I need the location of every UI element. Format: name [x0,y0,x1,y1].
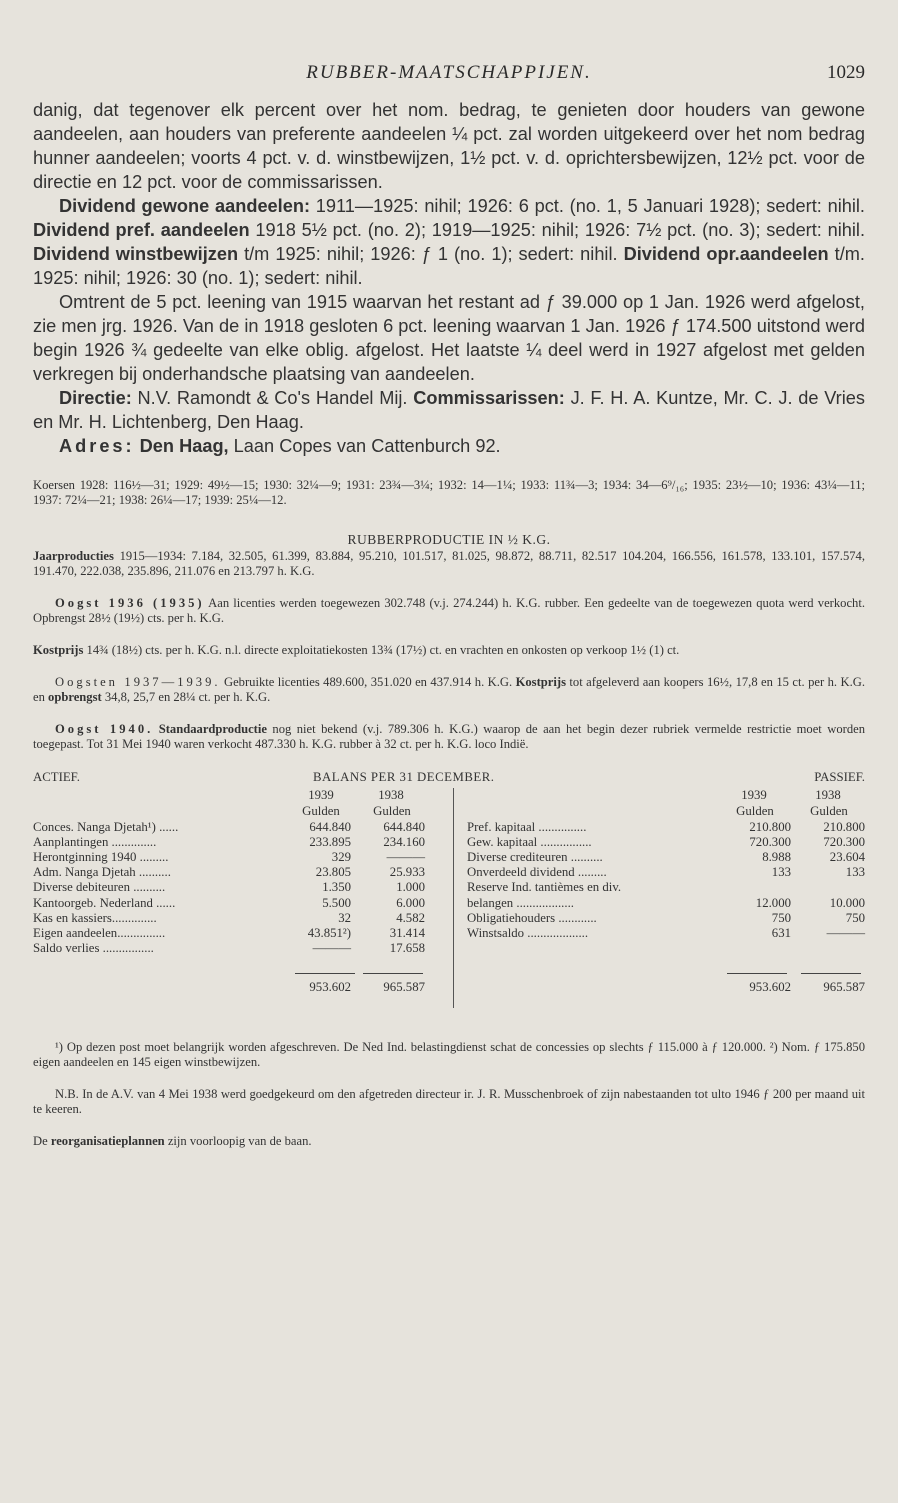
actief-row-value-1938: 234.160 [383,835,425,850]
actief-row-label: Diverse debiteuren .......... [33,880,166,895]
actief-row-label: Aanplantingen .............. [33,835,157,850]
passief-row-value-1938: ——— [826,925,865,940]
reorg-post: zijn voorloopig van de baan. [164,1134,312,1148]
actief-sum-line-1939 [295,973,355,974]
actief-year-1938: 1938 [378,788,404,802]
passief-row-value-1938: 23.604 [829,850,865,865]
productie-block [33,549,865,579]
actief-row-label: Kas en kassiers.............. [33,910,157,925]
directie-text: N.V. Ramondt & Co's Handel Mij. [131,388,414,408]
passief-row-value-1939: 631 [771,925,791,940]
actief-row-value-1939: 23.805 [315,865,351,880]
reorg-block [33,1134,865,1149]
koersen-text: Koersen 1928: 116½—31; 1929: 49½—15; 1930: 32¼—9; 1931: 23¾—3¼; 1932: 14—1¼; 1933: 11¾—3; 1934: 34—6⁹/₁₆; 1935: 23½—10; 1936: 43¼—11; 1937: 72¼—21; 1938: 26¼—17; 1939: 25¼—12. [33,478,865,507]
adres-city: Den Haag, [139,436,229,456]
passief-row-value-1938: 133 [845,865,865,880]
actief-row-label: Herontginning 1940 ......... [33,850,169,865]
oogsten-text-3: 34,8, 25,7 en 28¼ ct. per h. K.G. [101,690,271,704]
passief-year-1939: 1939 [741,788,767,802]
passief-row-value-1939: 750 [771,910,791,925]
oogsten-text-2: tot afgeleverd aan koopers 16½, 17,8 en 15 ct. per h. K.G. en [33,675,865,704]
passief-row [33,865,865,880]
reorg-label: reorganisatieplannen [50,1134,165,1148]
dividend-pref-label: Dividend pref. aandeelen [33,220,250,240]
actief-row-label: Kantoorgeb. Nederland ...... [33,895,176,910]
actief-year-1939: 1939 [308,788,334,802]
passief-row [33,926,865,941]
actief-row-label: Adm. Nanga Djetah .......... [33,865,171,880]
passief-row [33,820,865,835]
oogsten-label: Oogsten 1937—1939. [55,675,221,689]
page-header-title: RUBBER-MAATSCHAPPIJEN. [306,62,592,83]
dividend-opr-label: Dividend opr.aandeelen [623,244,829,264]
page [33,62,865,1149]
passief-year-1938: 1938 [815,788,841,802]
passief-row-label: Gew. kapitaal ................ [467,835,592,850]
actief-row-value-1938: 1.000 [396,880,425,895]
passief-row [33,880,865,895]
actief-row-value-1938: 6.000 [396,895,425,910]
oogst-1936-paragraph [33,596,865,626]
actief-row-value-1939: 32 [338,910,351,925]
paragraph-directie [33,386,865,434]
passief-label: PASSIEF. [814,770,865,784]
actief-unit-1938: Gulden [373,804,411,818]
running-head [33,62,865,98]
adres-street: Laan Copes van Cattenburch 92. [228,436,501,456]
page-number: 1029 [827,62,865,83]
actief-row-value-1938: 4.582 [396,910,425,925]
kostprijs-label: Kostprijs [33,643,84,657]
reorg-paragraph [33,1134,865,1149]
actief-row-label: Eigen aandeelen............... [33,925,166,940]
actief-row-value-1938: 644.840 [383,820,425,834]
passief-row-value-1939: 133 [771,865,791,880]
oogst-1940-block [33,722,865,752]
oogsten-opbrengst-label: opbrengst [48,690,102,704]
actief-row-value-1938: 17.658 [389,940,425,955]
passief-row-value-1939: 12.000 [755,895,791,910]
jaarproducties-label: Jaarproducties [33,549,114,563]
dividend-pref-text: 1918 5½ pct. (no. 2); 1919—1925: nihil; 1926: 7½ pct. (no. 3); sedert: nihil. [249,220,865,240]
passief-row-label: Pref. kapitaal ............... [467,820,587,834]
passief-sum-line-1938 [801,973,861,974]
passief-row-label: Onverdeeld dividend ......... [467,865,607,880]
actief-row-value-1938: 31.414 [389,925,425,940]
nb-text: N.B. In de A.V. van 4 Mei 1938 werd goedgekeurd om den afgetreden directeur ir. J. R. Musschenbroek of zijn nabestaanden tot ulto 1946 ƒ 200 per maand uit te keeren. [33,1087,865,1116]
oogst-1940-paragraph [33,722,865,752]
actief-row-label: Saldo verlies ................ [33,940,154,955]
kostprijs-paragraph [33,643,865,658]
dividend-winst-label: Dividend winstbewijzen [33,244,239,264]
jaarproducties [33,549,865,579]
jaarproducties-text: 1915—1934: 7.184, 32.505, 61.399, 83.884, 95.210, 101.517, 81.025, 98.872, 88.711, 82.517 104.204, 166.556, 161.578, 133.101, 157.574, 191.470, 222.038, 235.896, 211.076 en 213.797 h. K.G. [33,549,865,578]
actief-row-value-1939: 43.851²) [307,925,351,940]
actief-row-label: Conces. Nanga Djetah¹) ...... [33,820,179,834]
actief-sum-line-1938 [363,973,423,974]
balans-title: BALANS PER 31 DECEMBER. [313,770,495,784]
passief-row-label: Diverse crediteuren .......... [467,850,603,865]
commissarissen-text: J. F. H. A. Kuntze, Mr. C. J. de Vries en Mr. H. Lichtenberg, Den Haag. [33,388,865,432]
koersen-block [33,478,865,508]
dividend-winst-text: t/m 1925: nihil; 1926: ƒ 1 (no. 1); sedert: nihil. [238,244,624,264]
passief-row-value-1939: 210.800 [749,820,791,834]
reorg-pre: De [33,1134,51,1148]
dividend-gewone-label: Dividend gewone aandeelen: [59,196,311,216]
oogst-1936-text: Aan licenties werden toegewezen 302.748 (v.j. 274.244) h. K.G. rubber. Een gedeelte van de toegewezen quota werd verkocht. Opbrengst 28½ (19½) cts. per h. K.G. [33,596,865,625]
adres-label: Adres: [59,436,135,456]
oogsten-block [33,675,865,705]
productie-heading: RUBBERPRODUCTIE IN ½ K.G. [347,532,551,547]
actief-row-value-1938: ——— [386,850,425,865]
passief-row-label: belangen .................. [467,895,574,910]
passief-row-value-1939: 8.988 [762,850,791,865]
oogst-1936-block [33,596,865,626]
kostprijs-block [33,643,865,658]
passief-row-label: Reserve Ind. tantièmes en div. [467,880,622,895]
actief-unit-1939: Gulden [302,804,340,818]
actief-row-value-1939: 233.895 [309,835,351,850]
passief-unit-1938: Gulden [810,804,848,818]
oogsten-text-1: Gebruikte licenties 489.600, 351.020 en 437.914 h. K.G. [220,675,516,689]
passief-row-value-1938: 750 [845,910,865,925]
passief-row [33,850,865,865]
nb-block [33,1087,865,1117]
actief-total-1939: 953.602 [309,980,351,994]
actief-row-value-1939: 1.350 [322,880,351,895]
paragraph-adres [33,434,865,458]
passief-row-label: Obligatiehouders ............ [467,910,597,925]
passief-row-value-1938: 720.300 [823,835,865,850]
footnotes [33,1040,865,1070]
dividend-gewone-text: 1911—1925: nihil; 1926: 6 pct. (no. 1, 5 Januari 1928); sedert: nihil. [310,196,865,216]
passief-row-label: Winstsaldo ................... [467,925,589,940]
passief-row-value-1939: 720.300 [749,835,791,850]
passief-unit-1939: Gulden [736,804,774,818]
actief-row-value-1938: 25.933 [389,865,425,880]
oogsten-kostprijs-label: Kostprijs [515,675,566,689]
passief-row [33,911,865,926]
oogst-1936-label: Oogst 1936 (1935) [55,596,205,610]
directie-label: Directie: [59,388,132,408]
actief-row [33,941,865,956]
actief-row-value-1939: 5.500 [322,895,351,910]
commissarissen-label: Commissarissen: [413,388,565,408]
paragraph-verdeling: danig, dat tegenover elk percent over het nom. bedrag, te genieten door houders van gewone aandeelen, aan houders van preferente aandeelen ¼ pct. zal worden uitgekeerd over het nom bedrag hunner aandeelen; voorts 4 pct. v. d. winstbewijzen, 1½ pct. v. d. oprichtersbewijzen, 12½ pct. voor de directie en 12 pct. voor de commissarissen. [33,100,865,192]
footnote-text: ¹) Op dezen post moet belangrijk worden afgeschreven. De Ned Ind. belastingdienst schat de concessies op slechts ƒ 115.000 à ƒ 120.000. ²) Nom. ƒ 175.850 eigen aandeelen en 145 eigen winstbewijzen. [33,1040,865,1069]
oogst-1940-text: nog niet bekend (v.j. 789.306 h. K.G.) waarop de aan het begin dezer rubriek vermelde restrictie moet worden toegepast. Tot 31 Mei 1940 waren verkocht 487.330 h. K.G. rubber à 32 ct. per h. K.G. loco Indië. [33,722,866,751]
passief-sum-line-1939 [727,973,787,974]
passief-total-1938: 965.587 [823,980,865,994]
passief-row [33,896,865,911]
actief-label: ACTIEF. [33,770,80,784]
passief-row [33,835,865,850]
main-text [33,98,865,458]
passief-row-value-1938: 210.800 [823,820,865,834]
paragraph-leening: Omtrent de 5 pct. leening van 1915 waarvan het restant ad ƒ 39.000 op 1 Jan. 1926 werd afgelost, zie men jrg. 1926. Van de in 1918 gesloten 6 pct. leening waarvan 1 Jan. 1926 ƒ 174.500 uitstond werd begin 1926 ¾ gedeelte van elke oblig. afgelost. Het laatste ¼ deel werd in 1927 afgelost met gelden verkregen bij onderhandsche plaatsing van aandeelen. [33,292,865,384]
oogst-1940-label: Oogst 1940. [55,722,154,736]
passief-row-value-1938: 10.000 [829,895,865,910]
kostprijs-text: 14¾ (18½) cts. per h. K.G. n.l. directe exploitatiekosten 13¾ (17½) ct. en vrachten en onkosten op verkoop 1½ (1) ct. [83,643,680,657]
actief-row-value-1939: 329 [331,850,351,865]
actief-row-value-1939: 644.840 [309,820,351,834]
passief-total-1939: 953.602 [749,980,791,994]
balance-sheet [33,770,865,1030]
actief-total-1938: 965.587 [383,980,425,994]
actief-row-value-1939: ——— [312,940,351,955]
paragraph-dividend [33,194,865,290]
oogsten-paragraph [33,675,865,705]
standaardproductie-label: Standaardproductie [158,722,267,736]
dividend-opr-text: t/m. 1925: nihil; 1926: 30 (no. 1); sedert: nihil. [33,244,865,288]
